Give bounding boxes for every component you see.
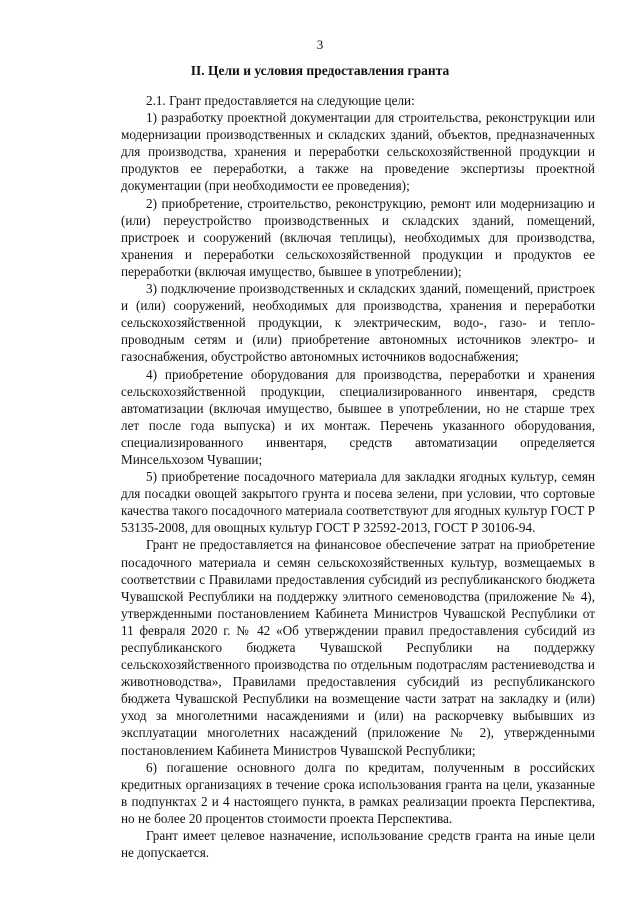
paragraph-item-3: 3) подключение производственных и складских зданий, помещений, пристроек и (или) сооружений, необходимых для производства, хранения и переработки сельскохозяйственной продукции, к электрическим, водо-, газо- и тепло- проводным сетям и (или) приобретение автономных источников электро- и газоснабжения, обустройство автономных источников водоснабжения; xyxy=(121,281,595,365)
page-number: 3 xyxy=(316,37,324,52)
paragraph-item-2: 2) приобретение, строительство, реконструкцию, ремонт или модернизацию и (или) переустройство производственных и складских зданий, помещений, пристроек и сооружений (включая теплицы), необходимых для производства, хранения и переработки сельскохозяйственной продукции и продуктов ее переработки (включая имущество, бывшее в употреблении); xyxy=(121,195,595,279)
paragraph-item-4: 4) приобретение оборудования для производства, переработки и хранения сельскохозяйственной продукции, специализированного инвентаря, средств автоматизации (включая имущество, бывшее в употреблении, но не старше трех лет после года выпуска) и их монтаж. Перечень указанного оборудования, специализированного инвентаря, средств автоматизации определяется Минсельхозом Чувашии; xyxy=(121,366,595,467)
paragraph-target-use: Грант имеет целевое назначение, использование средств гранта на иные цели не допускается. xyxy=(121,828,595,861)
paragraph-grant-exclusion: Грант не предоставляется на финансовое обеспечение затрат на приобретение посадочного материала и семян сельскохозяйственных культур, возмещаемых в соответствии с Правилами предоставления субсидий из республиканского бюджета Чувашской Республики на поддержку элитного семеноводства (приложение № 4), утвержденными постановлением Кабинета Министров Чувашской Республики от 11 февраля 2020 г. № 42 «Об утверждении правил предоставления субсидий из республиканского бюджета Чувашской Республики на поддержку сельскохозяйственного производства по отдельным подотраслям растениеводства и животноводства», Правилами предоставления субсидий из республиканского бюджета Чувашской Республики на возмещение части затрат на закладку и (или) уход за многолетними насаждениями и (или) на раскорчевку выбывших из эксплуатации многолетних насаждений (приложение № 2), утвержденными постановлением Кабинета Министров Чувашской Республики; xyxy=(121,537,595,758)
paragraph-intro: 2.1. Грант предоставляется на следующие цели: xyxy=(146,93,415,108)
paragraph-item-1: 1) разработку проектной документации для строительства, реконструкции или модернизации производственных и складских зданий, объектов, предназначенных для производства, хранения и переработки сельскохозяйственной продукции и продуктов ее переработки, а также на проведение экспертизы проектной документации (при необходимости ее проведения); xyxy=(121,110,595,194)
document-body xyxy=(121,92,595,861)
paragraph-item-5: 5) приобретение посадочного материала для закладки ягодных культур, семян для посадки овощей закрытого грунта и посева зелени, при условии, что сортовые качества такого посадочного материала соответствуют для ягодных культур ГОСТ Р 53135-2008, для овощных культур ГОСТ Р 32592-2013, ГОСТ Р 30106-94. xyxy=(121,469,595,536)
section-title: II. Цели и условия предоставления гранта xyxy=(190,63,450,78)
paragraph-item-6: 6) погашение основного долга по кредитам, полученным в российских кредитных организациях в течение срока использования гранта на цели, указанные в подпунктах 2 и 4 настоящего пункта, в рамках реализации проекта Перспектива, но не более 20 процентов стоимости проекта Перспектива. xyxy=(121,759,595,826)
